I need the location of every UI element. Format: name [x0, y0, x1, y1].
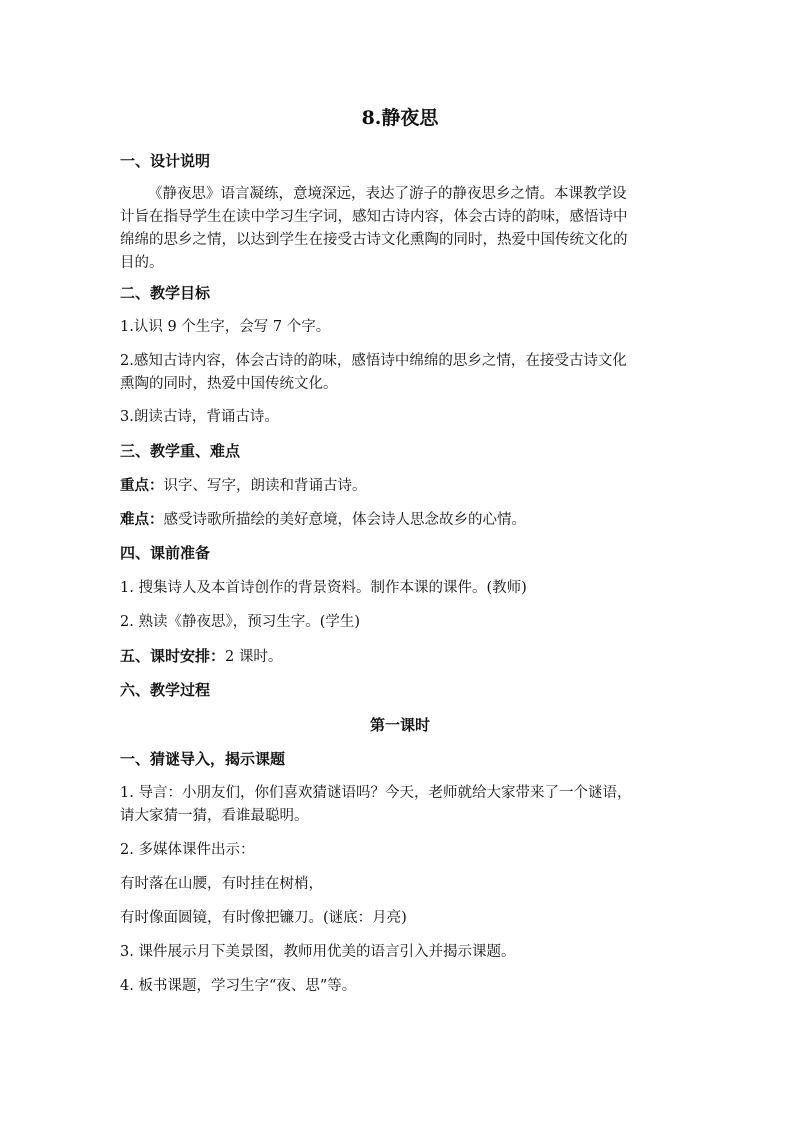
section-heading-schedule: 五、课时安排： — [120, 647, 226, 665]
section-heading-goals: 二、教学目标 — [120, 284, 211, 302]
key-point-text: 识字、写字，朗读和背诵古诗。 — [163, 478, 367, 494]
step-3: 3. 课件展示月下美景图，教师用优美的语言引入并揭示课题。 — [120, 944, 516, 960]
riddle-line-2: 有时像面圆镜，有时像把镰刀。(谜底：月亮) — [120, 910, 407, 926]
difficult-point-label: 难点： — [120, 511, 164, 528]
section-heading-design: 一、设计说明 — [120, 152, 211, 170]
paragraph-line: 《静夜思》语言凝练，意境深远，表达了游子的静夜思乡之情。本课教学设 — [148, 186, 627, 202]
goal-item-2-line1: 2.感知古诗内容，体会古诗的韵味，感悟诗中绵绵的思乡之情，在接受古诗文化 — [120, 353, 627, 369]
paragraph-line: 目的。 — [120, 255, 164, 271]
riddle-line-1: 有时落在山腰，有时挂在树梢， — [120, 876, 323, 892]
step-2: 2. 多媒体课件出示： — [120, 842, 255, 858]
goal-item-2-line2: 熏陶的同时，热爱中国传统文化。 — [120, 376, 338, 392]
goal-item-3: 3.朗读古诗，背诵古诗。 — [120, 409, 279, 425]
difficult-point-text: 感受诗歌所描绘的美好意境，体会诗人思念故乡的心情。 — [163, 512, 526, 528]
schedule-line — [120, 645, 680, 670]
paragraph-line: 绵绵的思乡之情，以达到学生在接受古诗文化熏陶的同时，热爱中国传统文化的 — [120, 232, 628, 248]
step-4: 4. 板书课题，学习生字“夜、思”等。 — [120, 978, 357, 994]
key-point — [120, 474, 680, 499]
step-1-line1: 1. 导言：小朋友们，你们喜欢猜谜语吗？今天，老师就给大家带来了一个谜语， — [120, 785, 632, 801]
section-heading-preparation: 四、课前准备 — [120, 544, 211, 562]
subsection-heading: 一、猜谜导入，揭示课题 — [120, 750, 286, 768]
paragraph-line: 计旨在指导学生在读中学习生字词，感知古诗内容，体会古诗的韵味，感悟诗中 — [120, 209, 628, 225]
difficult-point — [120, 508, 680, 533]
section-heading-process: 六、教学过程 — [120, 681, 211, 699]
schedule-text: 2 课时。 — [225, 649, 283, 665]
prep-item-1: 1. 搜集诗人及本首诗创作的背景资料。制作本课的课件。(教师) — [120, 580, 527, 596]
goal-item-1: 1.认识 9 个生字，会写 7 个字。 — [120, 319, 331, 335]
key-point-label: 重点： — [120, 477, 164, 494]
lesson-title: 第一课时 — [369, 716, 430, 734]
step-1-line2: 请大家猜一猜，看谁最聪明。 — [120, 808, 309, 824]
document-title: 8.静夜思 — [361, 107, 439, 129]
section-heading-keypoints: 三、教学重、难点 — [120, 442, 241, 460]
prep-item-2: 2. 熟读《静夜思》，预习生字。(学生) — [120, 614, 361, 630]
